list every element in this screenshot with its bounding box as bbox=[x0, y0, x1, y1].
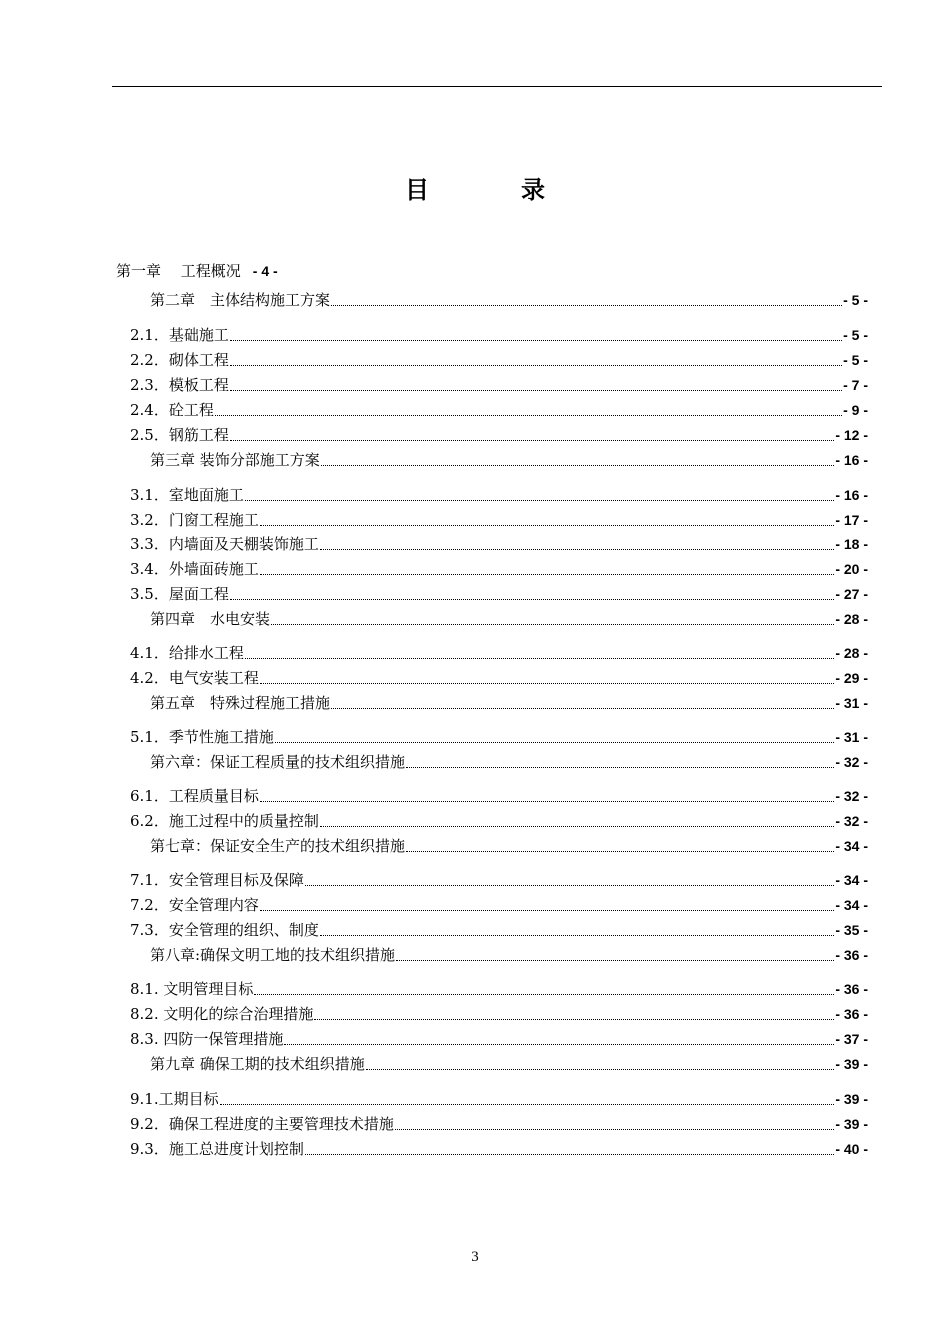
dot-leader bbox=[260, 910, 834, 911]
toc-entry-label: 9.3．施工总进度计划控制 bbox=[130, 1140, 304, 1158]
toc-entry-chapter[interactable] bbox=[150, 1051, 868, 1073]
toc-entry-page: - 7 - bbox=[843, 377, 868, 393]
toc-entry-label: 2.1．基础施工 bbox=[130, 326, 229, 344]
toc-entry-label: 9.1.工期目标 bbox=[130, 1090, 219, 1108]
dot-leader bbox=[320, 549, 834, 550]
toc-entry-label: 2.3．模板工程 bbox=[130, 376, 229, 394]
dot-leader bbox=[260, 683, 834, 684]
toc-entry-page: - 9 - bbox=[843, 402, 868, 418]
toc-entry-label: 8.3. 四防一保管理措施 bbox=[130, 1030, 284, 1048]
toc-entry-label: 第六章：保证工程质量的技术组织措施 bbox=[150, 753, 406, 771]
toc-entry-label: 4.2．电气安装工程 bbox=[130, 669, 259, 687]
toc-entry-page: - 40 - bbox=[835, 1141, 868, 1157]
dot-leader bbox=[284, 1044, 834, 1045]
toc-entry-page: - 31 - bbox=[835, 729, 868, 745]
toc-entry-section[interactable] bbox=[130, 397, 868, 419]
toc-entry-section[interactable] bbox=[130, 581, 868, 603]
dot-leader bbox=[254, 994, 834, 995]
toc-entry-page: - 32 - bbox=[835, 788, 868, 804]
toc-entry-section[interactable] bbox=[130, 322, 868, 344]
toc-entry-label: 3.4．外墙面砖施工 bbox=[130, 560, 259, 578]
dot-leader bbox=[215, 415, 842, 416]
toc-entry-label: 3.3．内墙面及天棚装饰施工 bbox=[130, 535, 319, 553]
toc-entry-label: 第七章：保证安全生产的技术组织措施 bbox=[150, 837, 406, 855]
toc-entry-page: - 36 - bbox=[835, 947, 868, 963]
toc-entry-label: 2.2．砌体工程 bbox=[130, 351, 229, 369]
toc-entry-section[interactable] bbox=[130, 867, 868, 889]
toc-entry-page: - 17 - bbox=[835, 512, 868, 528]
toc-entry-section[interactable] bbox=[130, 422, 868, 444]
toc-entry-chapter[interactable] bbox=[150, 942, 868, 964]
toc-entry-section[interactable] bbox=[130, 917, 868, 939]
dot-leader bbox=[305, 885, 834, 886]
toc-entry-label: 5.1．季节性施工措施 bbox=[130, 728, 274, 746]
toc-entry-label: 第四章 水电安装 bbox=[150, 610, 271, 628]
toc-entry-section[interactable] bbox=[130, 665, 868, 687]
toc-entry-chapter[interactable] bbox=[150, 447, 868, 469]
toc-entry-chapter[interactable] bbox=[150, 690, 868, 712]
dot-leader bbox=[320, 935, 834, 936]
toc-entry-label: 6.2．施工过程中的质量控制 bbox=[130, 812, 319, 830]
dot-leader bbox=[366, 1069, 835, 1070]
toc-entry-page: - 28 - bbox=[835, 611, 868, 627]
toc-entry-page: - 27 - bbox=[835, 586, 868, 602]
toc-entry-section[interactable] bbox=[130, 724, 868, 746]
toc-entry-label: 第五章 特殊过程施工措施 bbox=[150, 694, 331, 712]
toc-entry-page: - 4 - bbox=[252, 263, 278, 279]
toc-entry-page: - 37 - bbox=[835, 1031, 868, 1047]
toc-entry-section[interactable] bbox=[130, 1026, 868, 1048]
dot-leader bbox=[406, 851, 834, 852]
page-number: 3 bbox=[471, 1249, 479, 1265]
dot-leader bbox=[305, 1154, 834, 1155]
toc-entry-page: - 31 - bbox=[835, 695, 868, 711]
toc-entry-label: 3.1．室地面施工 bbox=[130, 486, 244, 504]
toc-entry-section[interactable] bbox=[130, 1111, 868, 1133]
toc-entry-label: 第八章:确保文明工地的技术组织措施 bbox=[150, 946, 396, 964]
toc-entry-page: - 5 - bbox=[843, 292, 868, 308]
dot-leader bbox=[331, 708, 834, 709]
toc-entry-chapter[interactable] bbox=[150, 287, 868, 309]
dot-leader bbox=[331, 305, 842, 306]
toc-entry-section[interactable] bbox=[130, 640, 868, 662]
toc-entry-page: - 32 - bbox=[835, 813, 868, 829]
toc-title: 目 录 bbox=[405, 175, 579, 204]
toc-entry-label: 4.1．给排水工程 bbox=[130, 644, 244, 662]
dot-leader bbox=[314, 1019, 834, 1020]
toc-entry-chapter[interactable] bbox=[150, 833, 868, 855]
toc-entry-page: - 29 - bbox=[835, 670, 868, 686]
toc-entry-page: - 5 - bbox=[843, 327, 868, 343]
toc-entry-section[interactable] bbox=[130, 808, 868, 830]
toc-entry-section[interactable] bbox=[130, 556, 868, 578]
toc-entry-label: 2.5．钢筋工程 bbox=[130, 426, 229, 444]
dot-leader bbox=[275, 742, 834, 743]
dot-leader bbox=[230, 365, 842, 366]
dot-leader bbox=[245, 658, 834, 659]
toc-entry-page: - 34 - bbox=[835, 872, 868, 888]
toc-entry-page: - 16 - bbox=[835, 452, 868, 468]
toc-entry-chapter[interactable] bbox=[150, 749, 868, 771]
toc-entry-section[interactable] bbox=[130, 1136, 868, 1158]
toc-entry-page: - 18 - bbox=[835, 536, 868, 552]
toc-entry-page: - 28 - bbox=[835, 645, 868, 661]
toc-entry-page: - 20 - bbox=[835, 561, 868, 577]
toc-entry-page: - 35 - bbox=[835, 922, 868, 938]
toc-entry-page: - 16 - bbox=[835, 487, 868, 503]
toc-entry-label: 7.1．安全管理目标及保障 bbox=[130, 871, 304, 889]
toc-entry-label: 9.2．确保工程进度的主要管理技术措施 bbox=[130, 1115, 394, 1133]
toc-entry-section[interactable] bbox=[130, 892, 868, 914]
toc-entry-label: 第九章 确保工期的技术组织措施 bbox=[150, 1055, 365, 1073]
toc-entry-label: 第一章 工程概况 bbox=[116, 262, 241, 280]
toc-entry-page: - 32 - bbox=[835, 754, 868, 770]
toc-entry-section[interactable] bbox=[130, 347, 868, 369]
toc-entry-label: 第二章 主体结构施工方案 bbox=[150, 291, 331, 309]
toc-entry-page: - 34 - bbox=[835, 838, 868, 854]
dot-leader bbox=[406, 767, 834, 768]
toc-entry-section[interactable] bbox=[130, 783, 868, 805]
dot-leader bbox=[230, 440, 834, 441]
dot-leader bbox=[260, 574, 834, 575]
toc-entry-section[interactable] bbox=[130, 482, 868, 504]
dot-leader bbox=[271, 624, 834, 625]
toc-entry-page: - 12 - bbox=[835, 427, 868, 443]
toc-entry-page: - 39 - bbox=[835, 1091, 868, 1107]
dot-leader bbox=[220, 1104, 835, 1105]
dot-leader bbox=[396, 960, 834, 961]
toc-entry-page: - 34 - bbox=[835, 897, 868, 913]
dot-leader bbox=[230, 599, 834, 600]
dot-leader bbox=[321, 465, 835, 466]
toc-entry-page: - 36 - bbox=[835, 981, 868, 997]
toc-entry-label: 第三章 装饰分部施工方案 bbox=[150, 451, 320, 469]
toc-entry-label: 6.1．工程质量目标 bbox=[130, 787, 259, 805]
toc-entry-section[interactable] bbox=[130, 507, 868, 529]
toc-entry-section[interactable] bbox=[130, 1086, 868, 1108]
toc-entry-label: 2.4．砼工程 bbox=[130, 401, 214, 419]
toc-entry-section[interactable] bbox=[130, 1001, 868, 1023]
toc-entry-label: 8.1. 文明管理目标 bbox=[130, 980, 254, 998]
dot-leader bbox=[395, 1129, 834, 1130]
dot-leader bbox=[245, 500, 834, 501]
dot-leader bbox=[260, 801, 834, 802]
toc-entry-section[interactable] bbox=[130, 976, 868, 998]
toc-entry-label: 3.5．屋面工程 bbox=[130, 585, 229, 603]
dot-leader bbox=[230, 390, 842, 391]
toc-entry-chapter[interactable] bbox=[150, 606, 868, 628]
toc-entry-label: 3.2．门窗工程施工 bbox=[130, 511, 259, 529]
toc-entry-page: - 39 - bbox=[835, 1056, 868, 1072]
toc-entry-page: - 36 - bbox=[835, 1006, 868, 1022]
dot-leader bbox=[320, 826, 834, 827]
toc-entry-label: 8.2. 文明化的综合治理措施 bbox=[130, 1005, 314, 1023]
dot-leader bbox=[230, 340, 842, 341]
dot-leader bbox=[260, 525, 834, 526]
toc-entry-page: - 5 - bbox=[843, 352, 868, 368]
toc-entry-label: 7.3．安全管理的组织、制度 bbox=[130, 921, 319, 939]
toc-entry-section[interactable] bbox=[130, 372, 868, 394]
toc-entry-label: 7.2．安全管理内容 bbox=[130, 896, 259, 914]
toc-entry-section[interactable] bbox=[130, 531, 868, 553]
toc-entry-page: - 39 - bbox=[835, 1116, 868, 1132]
